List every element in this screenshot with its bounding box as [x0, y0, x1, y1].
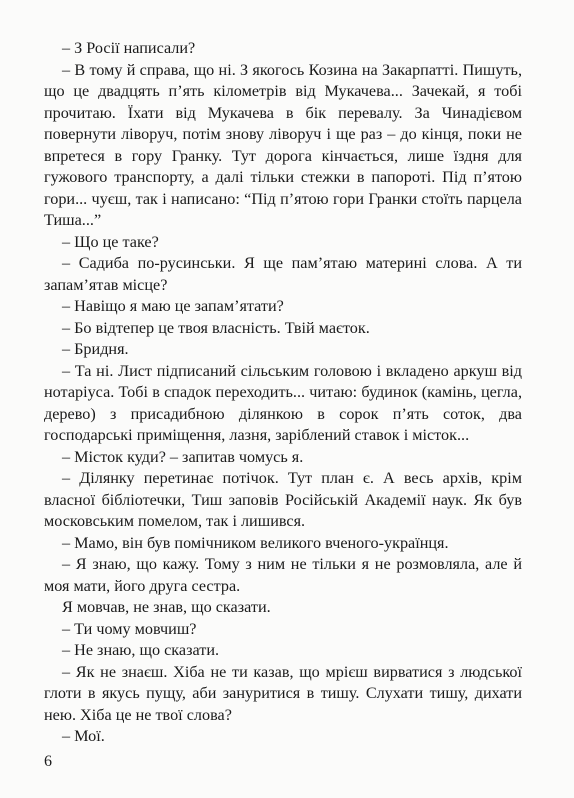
page-number: 6 [44, 753, 52, 770]
paragraph: Я мовчав, не знав, що сказати. [62, 598, 271, 616]
paragraph: – Та ні. Лист підписаний сільським головою і вкладено аркуш від нотаріуса. Тобі в спадок переходить... читаю: будинок (камінь, цегла, дерево) з присадибною ділянкою в сорок п’ять соток, два господарські приміщення, лазня, зарiблений ставок і місток... [44, 361, 522, 444]
paragraph: – Садиба по-русинськи. Я ще пам’ятаю материні слова. А ти запам’ятав місце? [44, 254, 522, 294]
body-text [44, 38, 522, 748]
paragraph: – Що це таке? [62, 232, 159, 251]
paragraph: – Мамо, він був помічником великого вченого-українця. [62, 533, 449, 552]
paragraph: – З Росії написали? [62, 39, 196, 57]
paragraph: – Бо відтепер це твоя власність. Твій маєток. [62, 318, 370, 337]
paragraph: – Ділянку перетинає потічок. Тут план є. А весь архів, крім власної бібліотечки, Тиш заповів Російській Академії наук. Як був московським помелом, так і лишився. [44, 469, 522, 530]
paragraph: – Не знаю, що сказати. [62, 641, 220, 659]
paragraph: – Бридня. [62, 340, 129, 358]
paragraph: – Мої. [62, 727, 105, 745]
paragraph: – Навіщо я маю це запам’ятати? [62, 297, 284, 315]
paragraph: – Як не знаєш. Хіба не ти казав, що мрієш вирватися з людської глоти в якусь пущу, аби зануритися в тишу. Слухати тишу, дихати нею. Хіба це не твої слова? [44, 662, 522, 724]
paragraph: – В тому й справа, що ні. З якогось Козина на Закарпатті. Пишуть, що це двадцять п’ять кілометрів від Мукачева... Зачекай, я тобі прочитаю. Їхати від Мукачева в бік перевалу. За Чинадієвом повернути ліворуч, потім знову ліворуч і ще раз – до кінця, поки не впретеся в гору Гранку. Тут дорога кінчається, лише їздня для гужового транспорту, а далі тільки стежки в папороті. Під п’ятою гори... чуєш, так і написано: “Під п’ятою гори Гранки стоїть парцела Тиша...” [44, 60, 522, 229]
paragraph: – Я знаю, що кажу. Тому з ним не тільки я не розмовляла, але й моя мати, його друга сестра. [44, 555, 522, 595]
paragraph: – Місток куди? – запитав чомусь я. [62, 447, 304, 466]
paragraph: – Ти чому мовчиш? [62, 619, 197, 638]
